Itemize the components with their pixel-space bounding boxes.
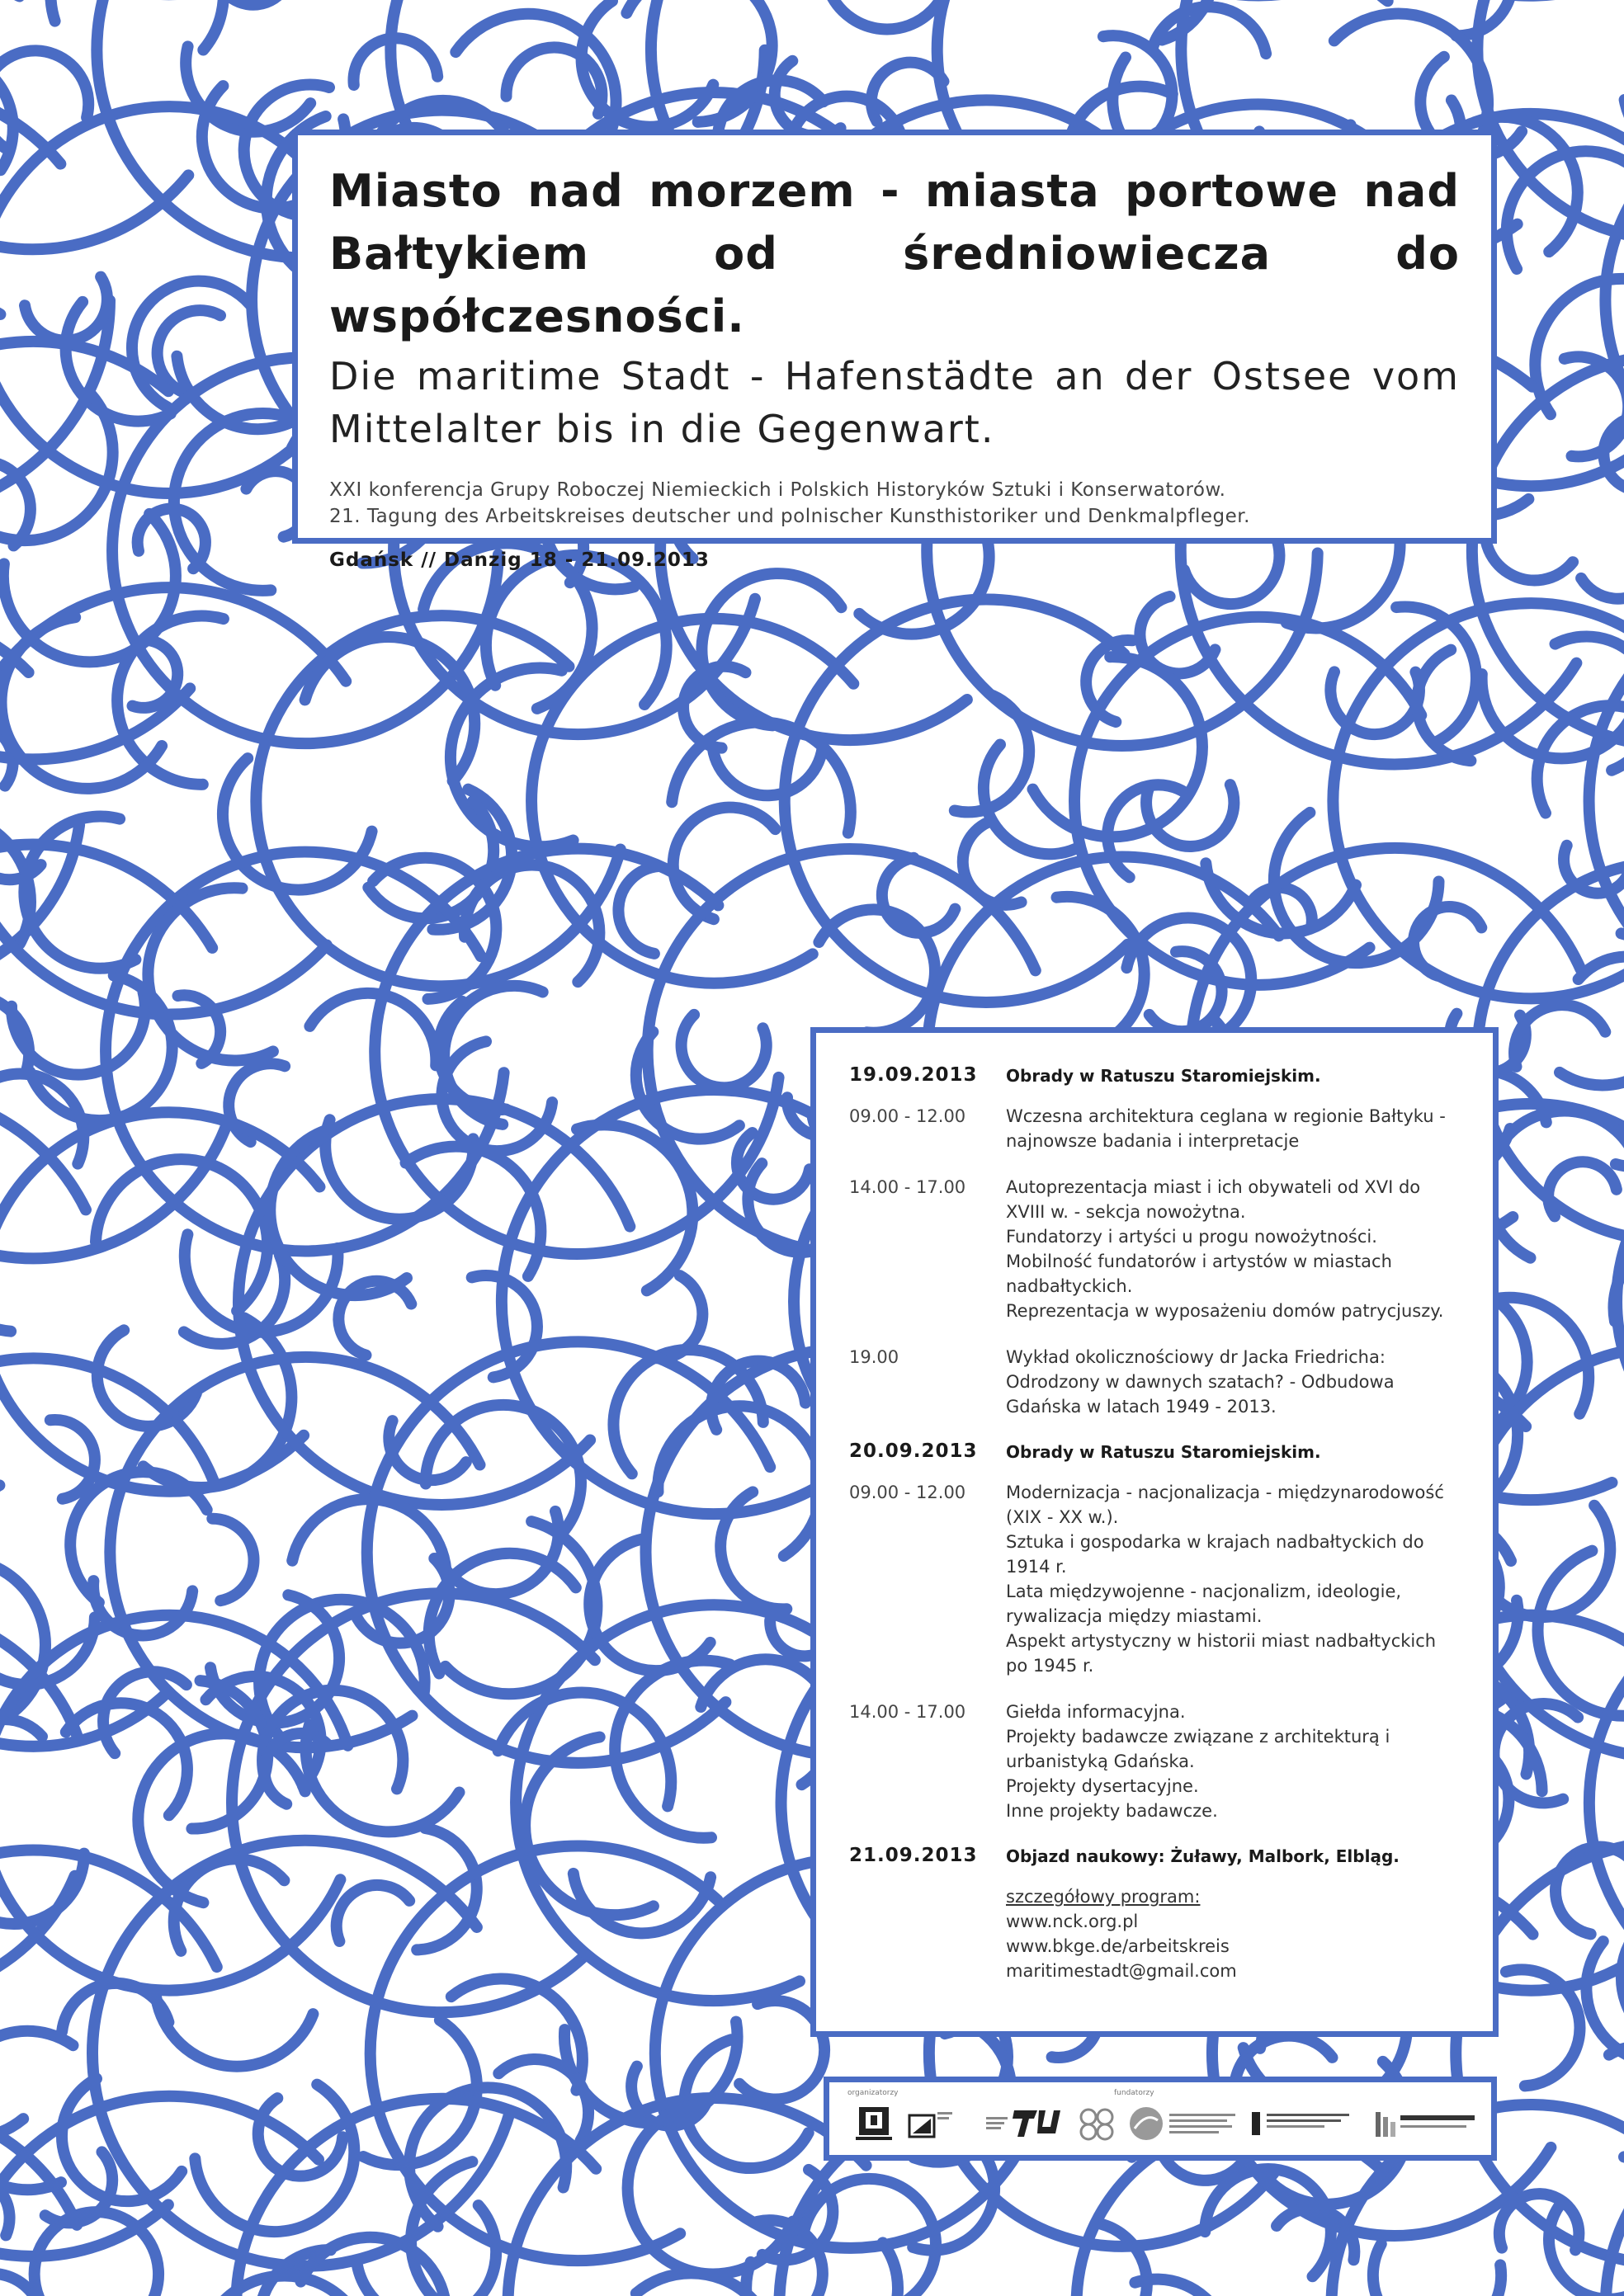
program-slot: [849, 1345, 1468, 1419]
slot-line: Inne projekty badawcze.: [1006, 1801, 1218, 1821]
funders-label: fundatorzy: [1114, 2089, 1154, 2097]
program-list: [849, 1064, 1468, 1866]
swirl-arc: [1589, 587, 1624, 1015]
slot-line: Autoprezentacja miast i ich obywateli od XVI do: [1006, 1177, 1421, 1197]
swirl-arc: [223, 758, 372, 889]
day-date: 19.09.2013: [849, 1064, 978, 1086]
swirl-arc: [1609, 2047, 1624, 2159]
program-slot: [849, 1104, 1468, 1153]
swirl-arc: [156, 1997, 313, 2066]
swirl-arc: [1581, 518, 1624, 599]
slot-line: Gdańska w latach 1949 - 2013.: [1006, 1397, 1277, 1417]
title-polish: Miasto nad morzem - miasta portowe nad Bałtykiem od średniowiecza do współczesności.: [329, 165, 1460, 342]
slot-line: Lata międzywojenne - nacjonalizm, ideologie,: [1006, 1582, 1402, 1601]
day-title: Objazd naukowy: Żuławy, Malbork, Elbląg.: [1006, 1846, 1400, 1866]
swirl-arc: [174, 1859, 285, 1951]
program-slot: [849, 1700, 1468, 1823]
swirl-arc: [1153, 7, 1266, 54]
link-email[interactable]: maritimestadt@gmail.com: [1006, 1961, 1237, 1981]
link-nck[interactable]: www.nck.org.pl: [1006, 1912, 1139, 1931]
slot-line: urbanistyką Gdańska.: [1006, 1751, 1195, 1771]
slot-line: Mobilność fundatorów i artystów w miastach: [1006, 1252, 1392, 1271]
swirl-arc: [0, 1112, 320, 1491]
swirl-arc: [148, 888, 272, 1060]
slot-line: Reprezentacja w wyposażeniu domów patrycjuszy.: [1006, 1301, 1444, 1321]
link-bkge[interactable]: www.bkge.de/arbeitskreis: [1006, 1936, 1230, 1956]
swirl-arc: [1414, 907, 1481, 976]
swirl-arc: [212, 1519, 253, 1601]
program-day: [849, 1845, 1468, 1866]
day-date: 21.09.2013: [849, 1845, 978, 1866]
swirl-arc: [1616, 1046, 1624, 1167]
title-german: Die maritime Stadt - Hafenstädte an der Ostsee vom Mittelalter bis in die Gegenwart.: [329, 354, 1460, 451]
program-slot: [849, 1480, 1468, 1678]
slot-line: nadbałtyckich.: [1006, 1276, 1133, 1296]
slot-line: Modernizacja - nacjonalizacja - międzynarodowość: [1006, 1483, 1444, 1502]
swirl-arc: [50, 0, 223, 50]
fwpn-logo: [1128, 2104, 1244, 2143]
organizers-label: organizatorzy: [847, 2089, 899, 2097]
slot-line: rywalizacja między miastami.: [1006, 1606, 1263, 1626]
swirl-arc: [682, 1015, 767, 1087]
swirl-arc: [1603, 417, 1624, 490]
slot-line: po 1945 r.: [1006, 1656, 1094, 1676]
kopoczynski-logo: [1376, 2104, 1483, 2143]
swirl-arc: [210, 1595, 339, 1723]
program-day: [849, 1440, 1468, 1462]
slot-line: Aspekt artystyczny w historii miast nadbałtyckich: [1006, 1631, 1437, 1651]
swirl-arc: [1485, 511, 1573, 580]
place-and-date: Gdańsk // Danzig 18 - 21.09.2013: [329, 549, 710, 571]
program-panel: [810, 1027, 1499, 2037]
slot-line: Giełda informacyjna.: [1006, 1702, 1186, 1722]
swirl-arc: [618, 866, 659, 954]
slot-line: Fundatorzy i artyści u progu nowożytności.: [1006, 1227, 1377, 1247]
slot-line: Projekty badawcze związane z architekturą i: [1006, 1727, 1390, 1747]
slot-line: Projekty dysertacyjne.: [1006, 1776, 1199, 1796]
swirl-arc: [1358, 0, 1488, 1]
slot-time: 14.00 - 17.00: [849, 1177, 966, 1197]
swirl-arc: [92, 1841, 510, 2266]
slot-line: Wczesna architektura ceglana w regionie Bałtyku -: [1006, 1106, 1446, 1126]
program-links: [1006, 1884, 1468, 1983]
day-title: Obrady w Ratuszu Staromiejskim.: [1006, 1066, 1321, 1086]
ornament-logo: [1077, 2104, 1120, 2143]
day-date: 20.09.2013: [849, 1440, 978, 1462]
swirl-arc: [1373, 2244, 1501, 2296]
subtitle-polish: XXI konferencja Grupy Roboczej Niemieckich i Polskich Historyków Sztuki i Konserwatorów.: [329, 479, 1226, 501]
slot-time: 14.00 - 17.00: [849, 1702, 966, 1722]
slot-time: 09.00 - 12.00: [849, 1106, 966, 1126]
title-panel: [292, 130, 1497, 571]
day-title: Obrady w Ratuszu Staromiejskim.: [1006, 1442, 1321, 1462]
sponsor-logos-panel: [824, 2077, 1497, 2161]
swirl-arc: [1600, 0, 1624, 2]
institute-logo: [908, 2104, 954, 2143]
swirl-arc: [713, 743, 824, 795]
swirl-arc: [199, 2276, 367, 2296]
slot-line: Wykład okolicznościowy dr Jacka Friedricha:: [1006, 1347, 1386, 1367]
swirl-arc: [673, 808, 776, 920]
subtitle-german: 21. Tagung des Arbeitskreises deutscher und polnischer Kunsthistoriker und Denkmalpfleger.: [329, 506, 1250, 527]
swirl-arc: [337, 1885, 409, 1941]
swirl-arc: [0, 1967, 23, 2138]
program-slot: [849, 1175, 1468, 1323]
slot-time: 09.00 - 12.00: [849, 1483, 966, 1502]
slot-line: Sztuka i gospodarka w krajach nadbałtyckich do 1914 r.: [1006, 1532, 1424, 1577]
bkm-logo: [1252, 2104, 1359, 2143]
slot-line: (XIX - XX w.).: [1006, 1507, 1119, 1527]
swirl-arc: [1606, 2106, 1624, 2296]
swirl-arc: [658, 1406, 821, 1556]
university-gdansk-logo: [854, 2104, 894, 2143]
slot-time: 19.00: [849, 1347, 899, 1367]
swirl-arc: [0, 1719, 42, 1814]
slot-line: najnowsze badania i interpretacje: [1006, 1131, 1300, 1151]
program-link-label: szczegółowy program:: [1006, 1887, 1201, 1907]
tu-berlin-logo: [986, 2104, 1060, 2143]
program-day: [849, 1064, 1468, 1086]
slot-line: Odrodzony w dawnych szatach? - Odbudowa: [1006, 1372, 1395, 1392]
slot-line: XVIII w. - sekcja nowożytna.: [1006, 1202, 1246, 1222]
swirl-arc: [824, 0, 950, 29]
